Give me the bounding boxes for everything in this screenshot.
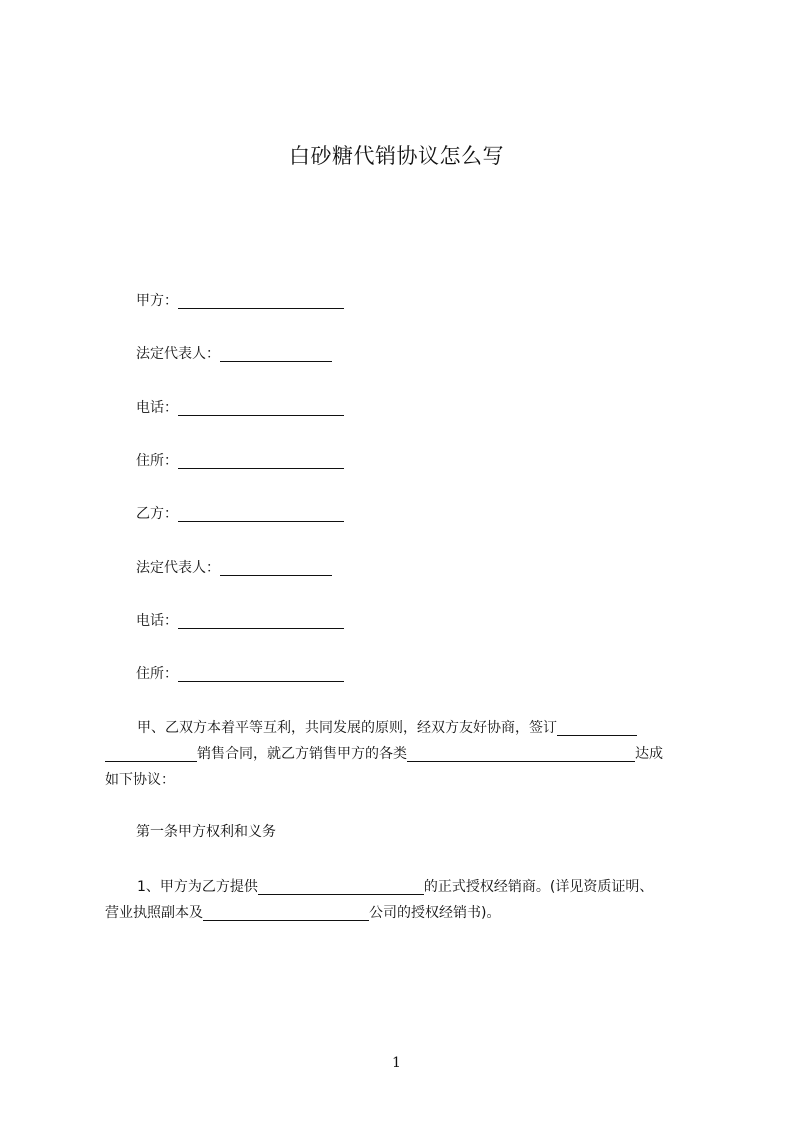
party-b-blank	[178, 504, 344, 522]
intro-text-1: 甲、乙双方本着平等互利，共同发展的原则，经双方友好协商，签订	[137, 720, 557, 736]
party-b-address-label: 住所：	[136, 666, 178, 682]
intro-text-4: 如下协议：	[105, 772, 175, 788]
company-name-blank	[203, 904, 369, 921]
intro-line-1	[105, 715, 703, 741]
party-b-phone-label: 电话：	[136, 613, 178, 629]
document-title: 白砂糖代销协议怎么写	[289, 144, 504, 168]
intro-line-3	[105, 767, 703, 793]
section-1-heading: 第一条甲方权利和义务	[136, 824, 276, 840]
intro-text-3: 达成	[635, 746, 663, 762]
party-a-rep-blank	[220, 344, 332, 362]
party-a-field	[136, 289, 344, 313]
contract-name-blank-part1	[557, 719, 637, 736]
party-a-rep-label: 法定代表人：	[136, 346, 220, 362]
clause-1-line-2	[105, 900, 703, 926]
page-number: 1	[392, 1055, 401, 1071]
clause-1-paragraph	[105, 874, 703, 926]
clause-1-text-a: 1、甲方为乙方提供	[137, 879, 258, 895]
party-a-label: 甲方：	[136, 293, 178, 309]
intro-line-2	[105, 741, 703, 767]
party-b-phone-field	[136, 609, 344, 633]
party-b-address-field	[136, 662, 344, 686]
clause-1-line-1	[105, 874, 703, 900]
party-b-rep-label: 法定代表人：	[136, 560, 220, 576]
party-a-address-field	[136, 449, 344, 473]
party-b-rep-blank	[220, 558, 332, 576]
party-b-rep-field	[136, 556, 332, 580]
party-a-rep-field	[136, 342, 332, 366]
party-b-address-blank	[178, 664, 344, 682]
party-b-field	[136, 502, 344, 526]
clause-1-text-c: 营业执照副本及	[105, 905, 203, 921]
party-b-phone-blank	[178, 611, 344, 629]
product-category-blank	[407, 745, 635, 762]
clause-1-text-b: 的正式授权经销商。(详见资质证明、	[423, 879, 654, 895]
clause-1-text-d: 公司的授权经销书)。	[369, 905, 501, 921]
intro-text-2: 销售合同，就乙方销售甲方的各类	[197, 746, 407, 762]
party-a-blank	[178, 291, 344, 309]
authorized-dealer-blank	[258, 878, 424, 895]
party-a-address-blank	[178, 451, 344, 469]
party-a-phone-field	[136, 396, 344, 420]
party-a-address-label: 住所：	[136, 453, 178, 469]
party-a-phone-label: 电话：	[136, 400, 178, 416]
contract-name-blank-part2	[105, 745, 197, 762]
party-a-phone-blank	[178, 398, 344, 416]
intro-paragraph	[105, 715, 703, 793]
party-b-label: 乙方：	[136, 506, 178, 522]
